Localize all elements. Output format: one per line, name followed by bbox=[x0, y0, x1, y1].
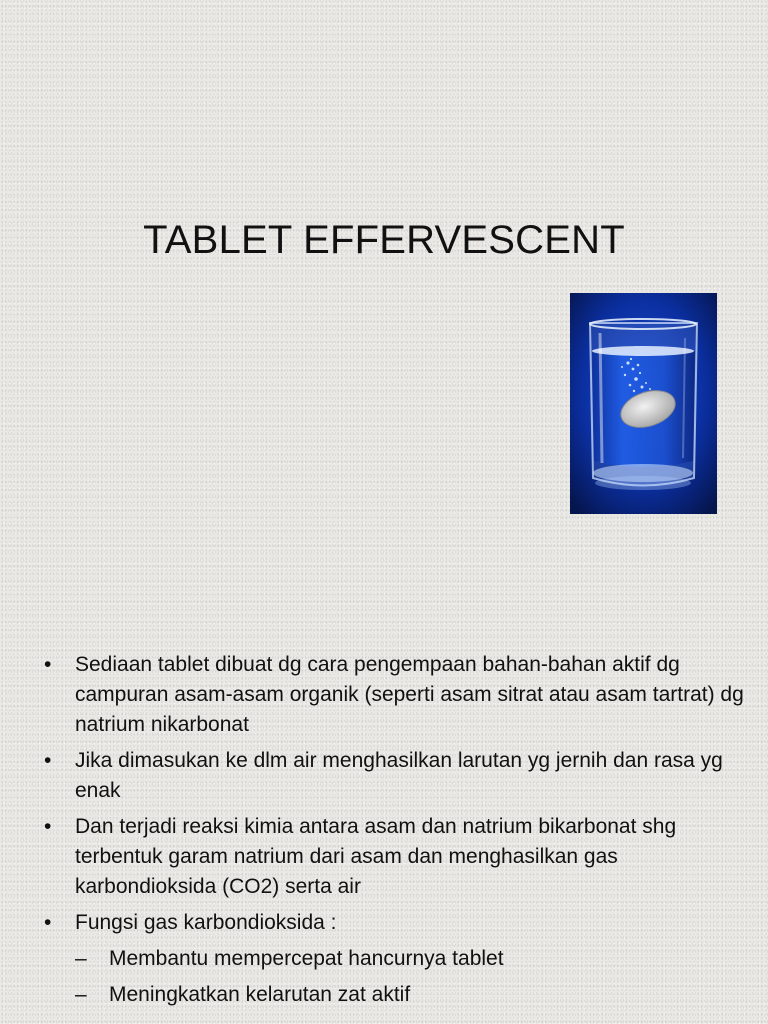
bullet-text: Sediaan tablet dibuat dg cara pengempaan bahan-bahan aktif dg campuran asam-asam organik (seperti asam sitrat atau asam tartrat) dg natrium nikarbonat bbox=[75, 653, 744, 736]
bullet-text: Jika dimasukan ke dlm air menghasilkan larutan yg jernih dan rasa yg enak bbox=[75, 749, 723, 802]
list-item bbox=[44, 812, 744, 902]
bullet-text: Dan terjadi reaksi kimia antara asam dan natrium bikarbonat shg terbentuk garam natrium dari asam dan menghasilkan gas karbondioksida (CO2) serta air bbox=[75, 815, 677, 898]
bullet-text: Fungsi gas karbondioksida : bbox=[75, 911, 337, 934]
bullet-marker: • bbox=[44, 815, 52, 838]
sub-bullet-text: Meningkatkan kelarutan zat aktif bbox=[109, 983, 411, 1006]
sub-bullet-text: Membantu mempercepat hancurnya tablet bbox=[109, 947, 504, 970]
bullet-list bbox=[44, 650, 744, 1016]
dash-marker: – bbox=[75, 947, 87, 970]
dash-marker: – bbox=[75, 983, 87, 1006]
bullet-marker: • bbox=[44, 653, 52, 676]
sub-list-item bbox=[44, 944, 744, 974]
effervescent-glass-photo bbox=[570, 293, 717, 514]
list-item bbox=[44, 746, 744, 806]
list-item bbox=[44, 650, 744, 740]
slide-title: TABLET EFFERVESCENT bbox=[143, 218, 625, 262]
sub-list-item bbox=[44, 980, 744, 1010]
bullet-marker: • bbox=[44, 911, 52, 934]
list-item bbox=[44, 908, 744, 938]
bullet-marker: • bbox=[44, 749, 52, 772]
